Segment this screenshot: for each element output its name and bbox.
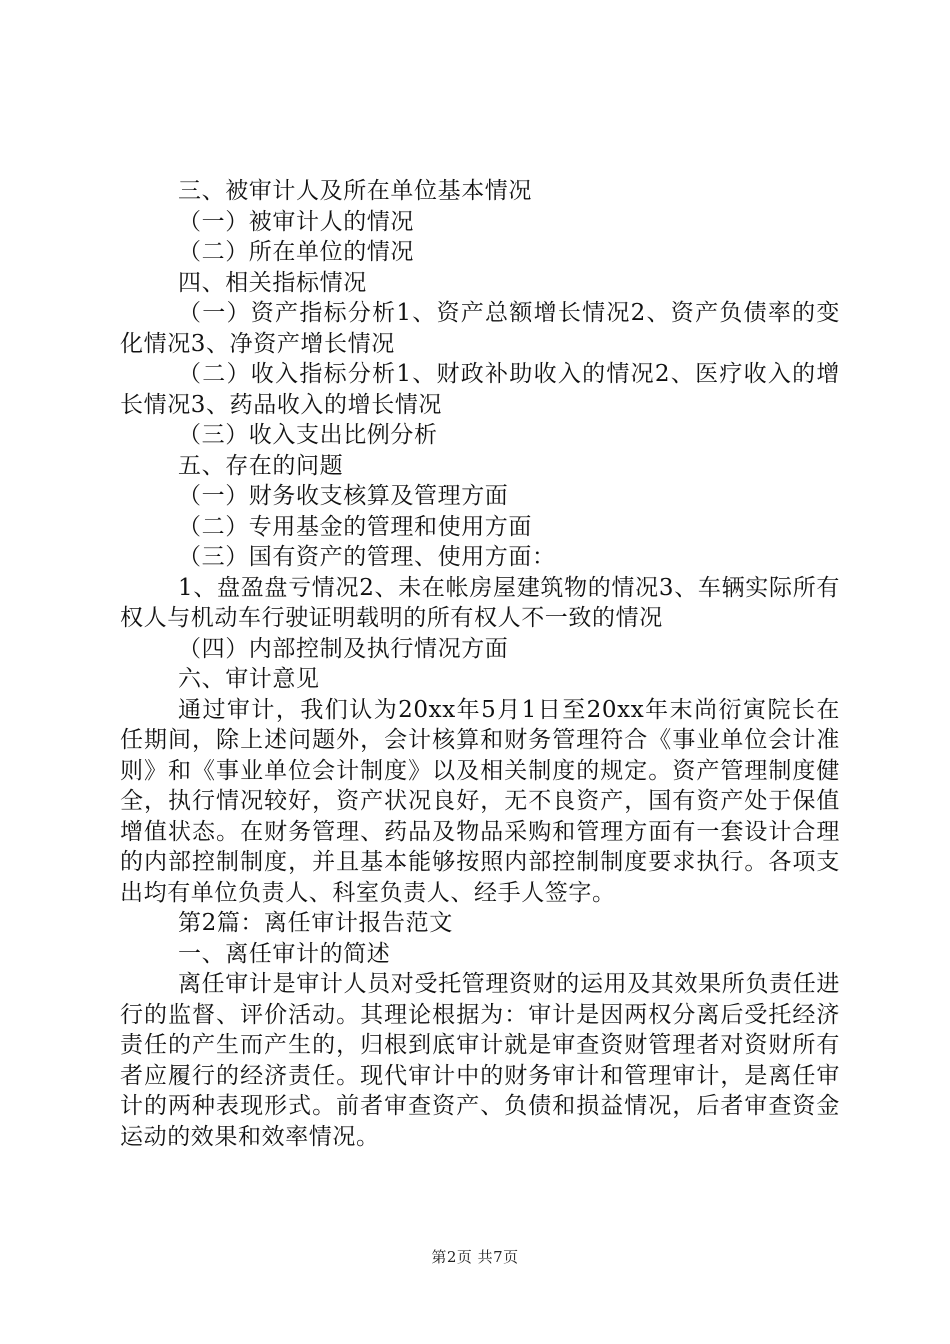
- chapter-title-part-2: 第2篇：离任审计报告范文: [178, 910, 453, 936]
- section-heading-indicators: 四、相关指标情况: [178, 269, 367, 296]
- subsection-state-assets: （三）国有资产的管理、使用方面：: [178, 544, 556, 570]
- subsection-income-indicators: （二）收入指标分析1、财政补助收入的情况2、医疗收入的增长情况3、药品收入的增长情况: [120, 361, 840, 418]
- paragraph-audit-opinion: 通过审计，我们认为20xx年5月1日至20xx年末尚衍寅院长在任期间，除上述问题外，会计核算和财务管理符合《事业单位会计准则》和《事业单位会计制度》以及相关制度的规定。资产管理制度健全，执行情况较好，资产状况良好，无不良资产，国有资产处于保值增值状态。在财务管理、药品及物品采购和管理方面有一套设计合理的内部控制制度，并且基本能够按照内部控制制度要求执行。各项支出均有单位负责人、科室负责人、经手人签字。: [120, 696, 840, 906]
- section-heading-audit-opinion: 六、审计意见: [178, 666, 320, 692]
- subsection-asset-indicators: （一）资产指标分析1、资产总额增长情况2、资产负债率的变化情况3、净资产增长情况: [120, 300, 840, 357]
- section-heading-overview: 一、离任审计的简述: [178, 940, 391, 967]
- subsection-unit: （二）所在单位的情况: [178, 239, 414, 265]
- subsection-internal-control: （四）内部控制及执行情况方面: [178, 635, 509, 662]
- section-heading-basic-info: 三、被审计人及所在单位基本情况: [178, 178, 532, 204]
- subsection-finance-accounting: （一）财务收支核算及管理方面: [178, 483, 509, 509]
- paragraph-overview: 离任审计是审计人员对受托管理资财的运用及其效果所负责任进行的监督、评价活动。其理论根据为：审计是因两权分离后受托经济责任的产生而产生的，归根到底审计就是审查资财管理者对资财所有者应履行的经济责任。现代审计中的财务审计和管理审计，是离任审计的两种表现形式。前者审查资产、负债和损益情况，后者审查资金运动的效果和效率情况。: [120, 971, 840, 1150]
- page-number-footer: 第2页 共7页: [431, 1248, 519, 1266]
- subsection-special-funds: （二）专用基金的管理和使用方面: [178, 513, 532, 540]
- subsection-income-expense-ratio: （三）收入支出比例分析: [178, 422, 438, 448]
- paragraph-asset-issues: 1、盘盈盘亏情况2、未在帐房屋建筑物的情况3、车辆实际所有权人与机动车行驶证明载明的所有权人不一致的情况: [120, 574, 840, 631]
- subsection-auditee: （一）被审计人的情况: [178, 208, 414, 235]
- section-heading-problems: 五、存在的问题: [178, 452, 344, 479]
- document-body: [120, 176, 840, 1152]
